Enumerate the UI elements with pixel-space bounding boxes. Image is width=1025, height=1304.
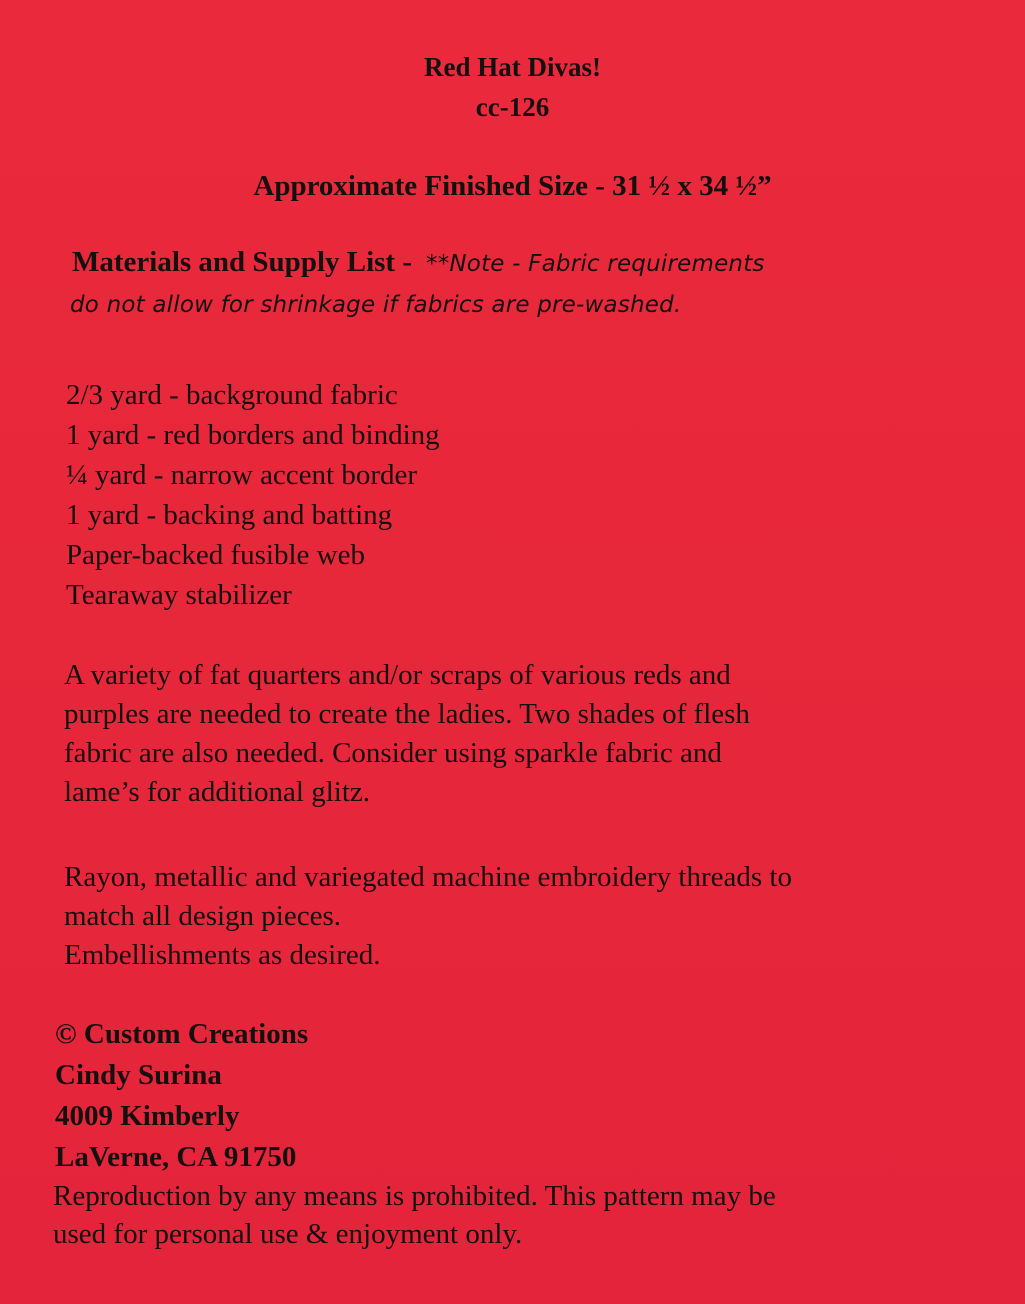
notice-line: used for personal use & enjoyment only. <box>53 1218 523 1250</box>
handwritten-note-line1: **Note - Fabric requirements <box>426 251 765 277</box>
supply-item: Tearaway stabilizer <box>66 579 292 611</box>
paragraph-line: A variety of fat quarters and/or scraps of various reds and <box>64 659 731 691</box>
contact-block <box>55 1014 308 1178</box>
thread-paragraph <box>64 858 792 975</box>
pattern-title: Red Hat Divas! <box>424 52 601 82</box>
fabric-paragraph <box>64 656 750 812</box>
city-state-zip: LaVerne, CA 91750 <box>55 1141 297 1173</box>
notice-line: Reproduction by any means is prohibited. This pattern may be <box>53 1180 776 1212</box>
supply-item: 1 yard - backing and batting <box>66 499 393 531</box>
materials-line <box>72 246 765 279</box>
supply-list <box>66 375 440 615</box>
pattern-code: cc-126 <box>475 92 550 122</box>
reproduction-notice <box>53 1177 776 1253</box>
paragraph-line: purples are needed to create the ladies. Two shades of flesh <box>64 698 750 730</box>
materials-heading: Materials and Supply List - <box>72 246 412 278</box>
finished-size: Approximate Finished Size - 31 ½ x 34 ½” <box>253 170 772 202</box>
supply-item: 1 yard - red borders and binding <box>66 419 440 451</box>
supply-item: ¼ yard - narrow accent border <box>66 459 418 491</box>
handwritten-note-line2: do not allow for shrinkage if fabrics are pre-washed. <box>70 292 682 318</box>
paragraph-line: Rayon, metallic and variegated machine embroidery threads to <box>64 861 792 893</box>
copyright-line: © Custom Creations <box>55 1018 309 1050</box>
paragraph-line: lame’s for additional glitz. <box>64 776 371 808</box>
designer-name: Cindy Surina <box>55 1059 222 1091</box>
supply-item: Paper-backed fusible web <box>66 539 365 571</box>
street-address: 4009 Kimberly <box>55 1100 240 1132</box>
paragraph-line: Embellishments as desired. <box>64 939 381 971</box>
supply-item: 2/3 yard - background fabric <box>66 379 398 411</box>
paragraph-line: match all design pieces. <box>64 900 342 932</box>
paragraph-line: fabric are also needed. Consider using sparkle fabric and <box>64 737 722 769</box>
